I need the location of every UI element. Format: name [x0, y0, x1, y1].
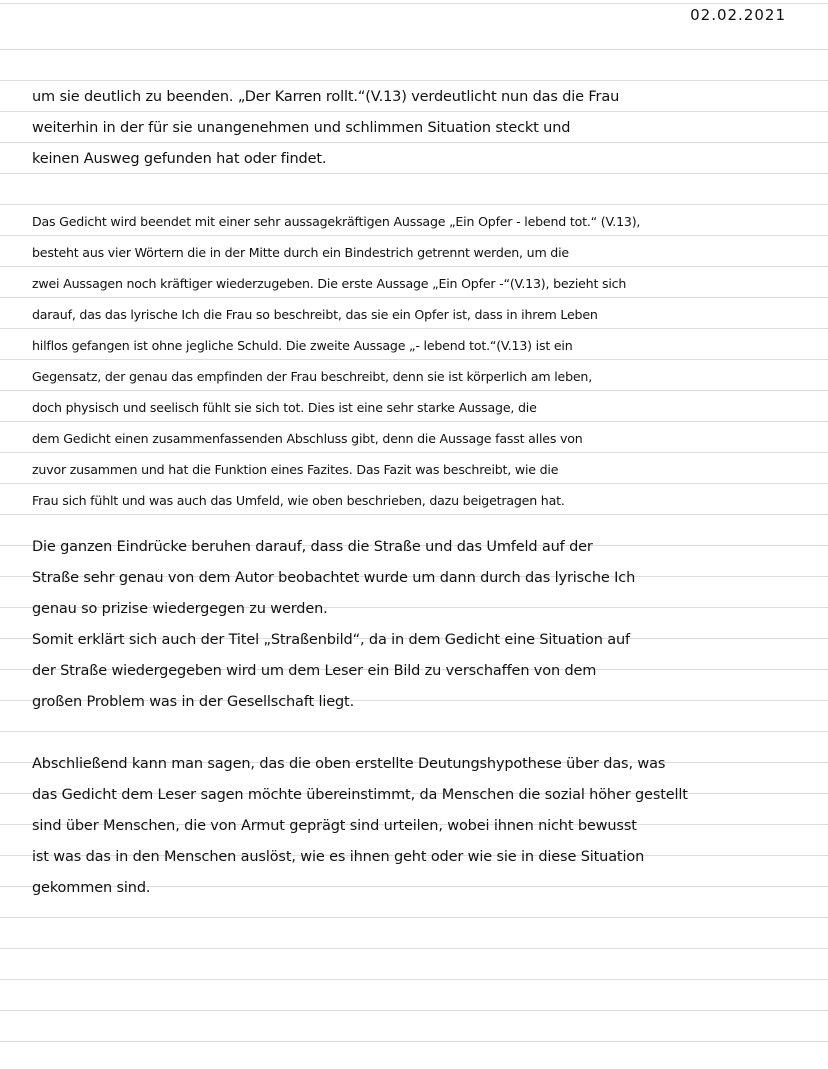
- text-line: großen Problem was in der Gesellschaft liegt.: [32, 694, 355, 710]
- text-line: zwei Aussagen noch kräftiger wiederzugeben. Die erste Aussage „Ein Opfer -“(V.13), bezieht sich: [32, 276, 627, 291]
- text-line: das Gedicht dem Leser sagen möchte übereinstimmt, da Menschen die sozial höher gestellt: [32, 787, 688, 803]
- text-line: Die ganzen Eindrücke beruhen darauf, dass die Straße und das Umfeld auf der: [32, 539, 593, 555]
- paragraph-gap: [32, 718, 808, 749]
- text-line: hilflos gefangen ist ohne jegliche Schuld. Die zweite Aussage „- lebend tot.“(V.13) ist ein: [32, 338, 573, 353]
- text-line: besteht aus vier Wörtern die in der Mitte durch ein Bindestrich getrennt werden, um die: [32, 245, 569, 260]
- text-line: darauf, das das lyrische Ich die Frau so beschreibt, das sie ein Opfer ist, dass in ihrem Leben: [32, 307, 598, 322]
- text-line: Somit erklärt sich auch der Titel „Straßenbild“, da in dem Gedicht eine Situation auf: [32, 632, 630, 648]
- text-line: Straße sehr genau von dem Autor beobachtet wurde um dann durch das lyrische Ich: [32, 570, 636, 586]
- text-line: gekommen sind.: [32, 880, 151, 896]
- text-line: doch physisch und seelisch fühlt sie sich tot. Dies ist eine sehr starke Aussage, die: [32, 400, 537, 415]
- paragraph-4: [32, 749, 808, 904]
- text-line: um sie deutlich zu beenden. „Der Karren rollt.“(V.13) verdeutlicht nun das die Frau: [32, 89, 620, 105]
- paragraph-gap: [32, 175, 808, 206]
- paragraph-gap: [32, 516, 808, 532]
- date-label: 02.02.2021: [690, 6, 786, 24]
- text-line: weiterhin in der für sie unangenehmen und schlimmen Situation steckt und: [32, 120, 571, 136]
- text-line: Das Gedicht wird beendet mit einer sehr aussagekräftigen Aussage „Ein Opfer - lebend tot.“ (V.13),: [32, 214, 641, 229]
- text-line: ist was das in den Menschen auslöst, wie es ihnen geht oder wie sie in diese Situation: [32, 849, 645, 865]
- text-line: zuvor zusammen und hat die Funktion eines Fazites. Das Fazit was beschreibt, wie die: [32, 462, 559, 477]
- paragraph-2: [32, 206, 808, 516]
- text-line: sind über Menschen, die von Armut geprägt sind urteilen, wobei ihnen nicht bewusst: [32, 818, 637, 834]
- text-line: dem Gedicht einen zusammenfassenden Abschluss gibt, denn die Aussage fasst alles von: [32, 431, 583, 446]
- text-line: genau so prizise wiedergegen zu werden.: [32, 601, 328, 617]
- paragraph-1: [32, 82, 808, 175]
- text-line: Abschließend kann man sagen, das die oben erstellte Deutungshypothese über das, was: [32, 756, 666, 772]
- text-line: Gegensatz, der genau das empfinden der Frau beschreibt, denn sie ist körperlich am leben,: [32, 369, 593, 384]
- text-line: keinen Ausweg gefunden hat oder findet.: [32, 151, 327, 167]
- essay-body: [32, 82, 808, 904]
- paragraph-3: [32, 532, 808, 718]
- text-line: der Straße wiedergegeben wird um dem Leser ein Bild zu verschaffen von dem: [32, 663, 597, 679]
- text-line: Frau sich fühlt und was auch das Umfeld, wie oben beschrieben, dazu beigetragen hat.: [32, 493, 565, 508]
